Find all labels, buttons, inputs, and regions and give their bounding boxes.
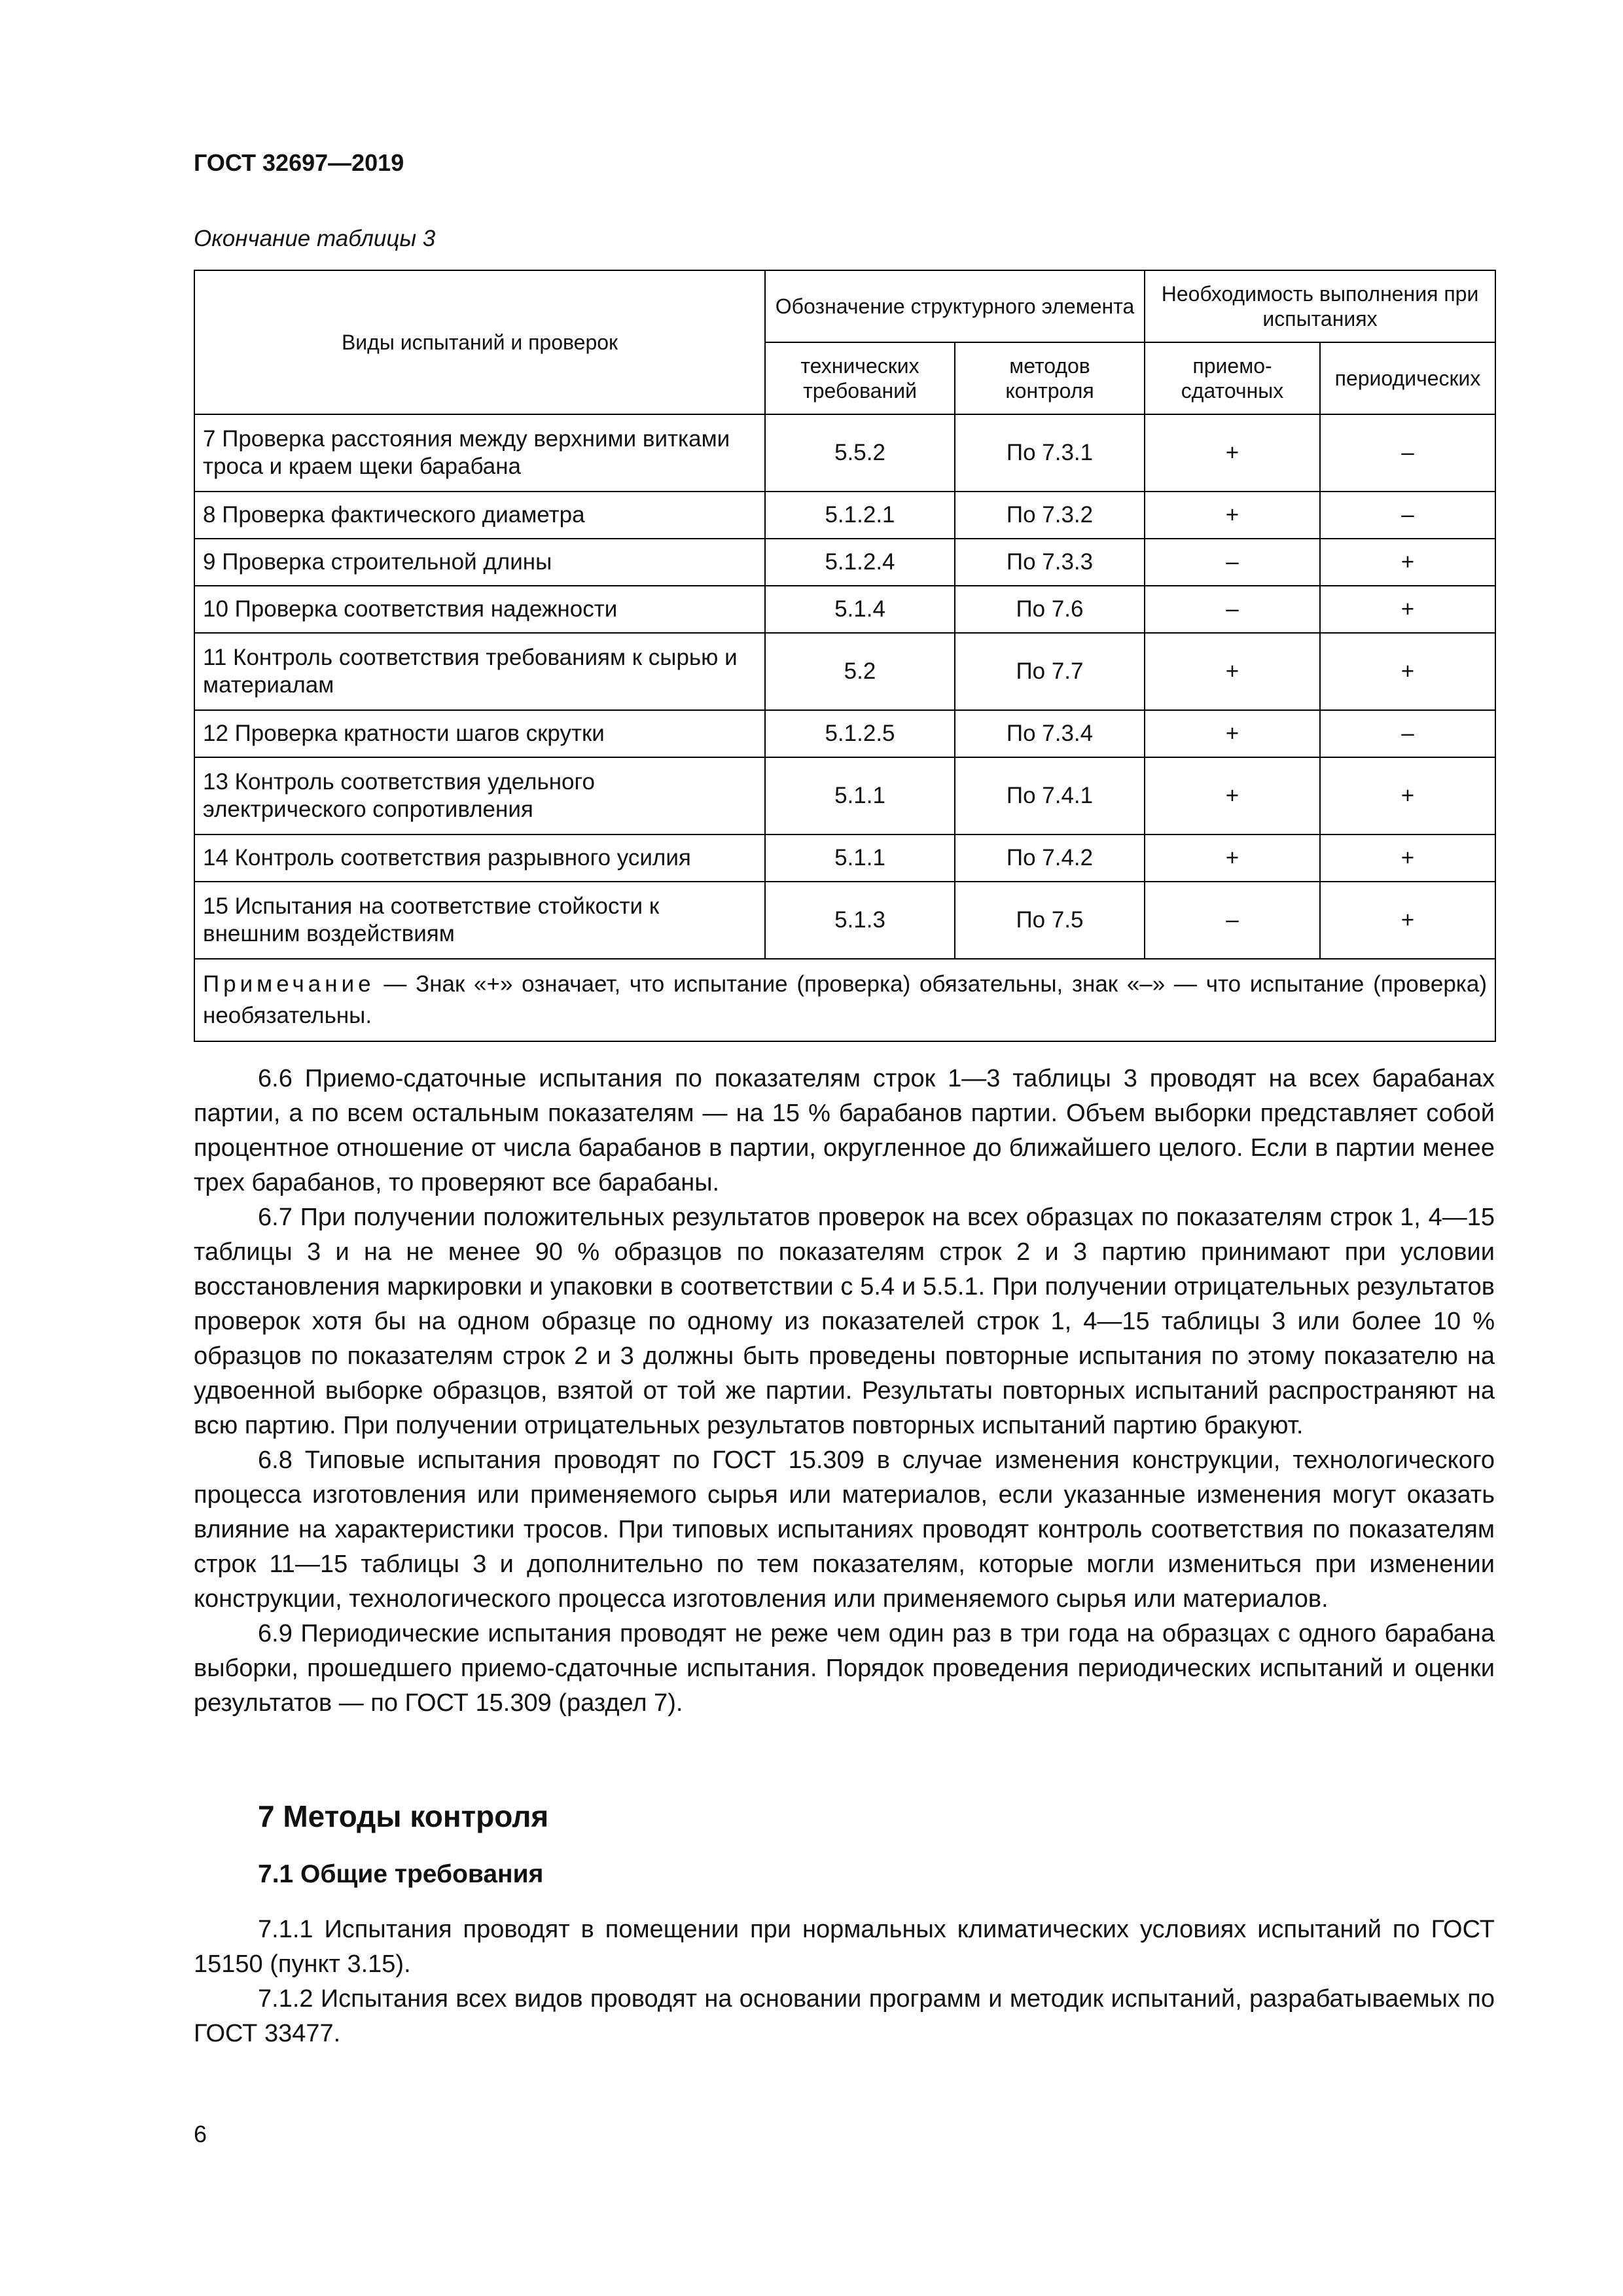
test-name: 8 Проверка фактического диаметра — [194, 492, 765, 539]
header-designation: Обозначение структурного элемента — [765, 270, 1145, 342]
table-row — [194, 757, 1495, 834]
test-name: 10 Проверка соответствия надежности — [194, 586, 765, 633]
periodic-mark: + — [1320, 757, 1495, 834]
header-necessity: Необходимость выполнения при испытаниях — [1145, 270, 1495, 342]
table-row — [194, 882, 1495, 959]
method-ref: По 7.6 — [955, 586, 1145, 633]
clause-6-text — [194, 1062, 1495, 1721]
acceptance-mark: + — [1145, 492, 1320, 539]
table-row — [194, 633, 1495, 710]
acceptance-mark: – — [1145, 882, 1320, 959]
paragraph-7-1-1: 7.1.1 Испытания проводят в помещении при нормальных климатических условиях испытаний по ГОСТ 15150 (пункт 3.15). — [194, 1916, 1495, 1978]
document-code-header: ГОСТ 32697—2019 — [194, 149, 404, 176]
note-text: — Знак «+» означает, что испытание (проверка) обязательны, знак «–» — что испытание (проверка) необязательны. — [203, 971, 1488, 1028]
periodic-mark: + — [1320, 834, 1495, 882]
method-ref: По 7.4.2 — [955, 834, 1145, 882]
paragraph-6-9: 6.9 Периодические испытания проводят не реже чем один раз в три года на образцах с одного барабана выборки, прошедшего приемо-сдаточные испытания. Порядок проведения периодических испытаний и оценки результатов — по ГОСТ 15.309 (раздел 7). — [194, 1620, 1495, 1717]
test-name: 9 Проверка строительной длины — [194, 539, 765, 586]
table-row — [194, 414, 1495, 492]
paragraph-6-8: 6.8 Типовые испытания проводят по ГОСТ 15.309 в случае изменения конструкции, технологического процесса изготовления или применяемого сырья или материалов, если указанные изменения могут оказать влияние на характеристики тросов. При типовых испытаниях проводят контроль соответствия по показателям строк 11—15 таблицы 3 и дополнительно по тем показателям, которые могли измениться при изменении конструкции, технологического процесса изготовления или применяемого сырья или материалов. — [194, 1446, 1495, 1613]
table-row — [194, 492, 1495, 539]
periodic-mark: – — [1320, 492, 1495, 539]
note-label: Примечание — [203, 971, 375, 997]
method-ref: По 7.3.2 — [955, 492, 1145, 539]
table-row — [194, 539, 1495, 586]
test-name: 11 Контроль соответствия требованиям к сырью и материалам — [194, 633, 765, 710]
acceptance-mark: + — [1145, 710, 1320, 757]
acceptance-mark: + — [1145, 414, 1320, 492]
test-name: 15 Испытания на соответствие стойкости к внешним воздействиям — [194, 882, 765, 959]
tech-ref: 5.1.1 — [765, 834, 955, 882]
periodic-mark: + — [1320, 586, 1495, 633]
table-note — [194, 959, 1495, 1041]
tech-ref: 5.1.4 — [765, 586, 955, 633]
section-7-heading: 7 Методы контроля — [258, 1799, 549, 1833]
table-caption: Окончание таблицы 3 — [194, 226, 436, 251]
table-row — [194, 586, 1495, 633]
method-ref: По 7.5 — [955, 882, 1145, 959]
test-name: 12 Проверка кратности шагов скрутки — [194, 710, 765, 757]
periodic-mark: – — [1320, 710, 1495, 757]
acceptance-mark: + — [1145, 834, 1320, 882]
subsection-7-1-heading: 7.1 Общие требования — [258, 1860, 544, 1888]
clause-7-1-text — [194, 1912, 1495, 2051]
periodic-mark: + — [1320, 882, 1495, 959]
tech-ref: 5.2 — [765, 633, 955, 710]
table-3 — [194, 270, 1496, 1042]
acceptance-mark: + — [1145, 633, 1320, 710]
table-note-row — [194, 959, 1495, 1041]
subheader-technical-requirements: технических требований — [765, 342, 955, 414]
method-ref: По 7.3.1 — [955, 414, 1145, 492]
tech-ref: 5.5.2 — [765, 414, 955, 492]
table-row — [194, 834, 1495, 882]
tech-ref: 5.1.2.1 — [765, 492, 955, 539]
test-name: 7 Проверка расстояния между верхними витками троса и краем щеки барабана — [194, 414, 765, 492]
acceptance-mark: + — [1145, 757, 1320, 834]
paragraph-6-6: 6.6 Приемо-сдаточные испытания по показателям строк 1—3 таблицы 3 проводят на всех барабанах партии, а по всем остальным показателям — на 15 % барабанов партии. Объем выборки представляет собой процентное отношение от числа барабанов в партии, округленное до ближайшего целого. Если в партии менее трех барабанов, то проверяют все барабаны. — [194, 1065, 1495, 1196]
header-tests: Виды испытаний и проверок — [194, 270, 765, 414]
tech-ref: 5.1.1 — [765, 757, 955, 834]
tech-ref: 5.1.2.4 — [765, 539, 955, 586]
test-name: 13 Контроль соответствия удельного электрического сопротивления — [194, 757, 765, 834]
method-ref: По 7.4.1 — [955, 757, 1145, 834]
subheader-control-methods: методов контроля — [955, 342, 1145, 414]
tech-ref: 5.1.3 — [765, 882, 955, 959]
acceptance-mark: – — [1145, 539, 1320, 586]
periodic-mark: + — [1320, 633, 1495, 710]
paragraph-7-1-2: 7.1.2 Испытания всех видов проводят на основании программ и методик испытаний, разрабатываемых по ГОСТ 33477. — [194, 1985, 1495, 2047]
table-row — [194, 710, 1495, 757]
subheader-periodic: периодических — [1320, 342, 1495, 414]
acceptance-mark: – — [1145, 586, 1320, 633]
method-ref: По 7.3.3 — [955, 539, 1145, 586]
periodic-mark: – — [1320, 414, 1495, 492]
paragraph-6-7: 6.7 При получении положительных результатов проверок на всех образцах по показателям строк 1, 4—15 таблицы 3 и на не менее 90 % образцов по показателям строк 2 и 3 партию принимают при условии восстановления маркировки и упаковки в соответствии с 5.4 и 5.5.1. При получении отрицательных результатов проверок хотя бы на одном образце по одному из показателей строк 1, 4—15 таблицы 3 или более 10 % образцов по показателям строк 2 и 3 должны быть проведены повторные испытания по этому показателю на удвоенной выборке образцов, взятой от той же партии. Результаты повторных испытаний распространяют на всю партию. При получении отрицательных результатов повторных испытаний партию бракуют. — [194, 1204, 1495, 1439]
method-ref: По 7.7 — [955, 633, 1145, 710]
periodic-mark: + — [1320, 539, 1495, 586]
tech-ref: 5.1.2.5 — [765, 710, 955, 757]
subheader-acceptance: приемо-сдаточных — [1145, 342, 1320, 414]
method-ref: По 7.3.4 — [955, 710, 1145, 757]
test-name: 14 Контроль соответствия разрывного усилия — [194, 834, 765, 882]
page-number: 6 — [194, 2121, 207, 2147]
